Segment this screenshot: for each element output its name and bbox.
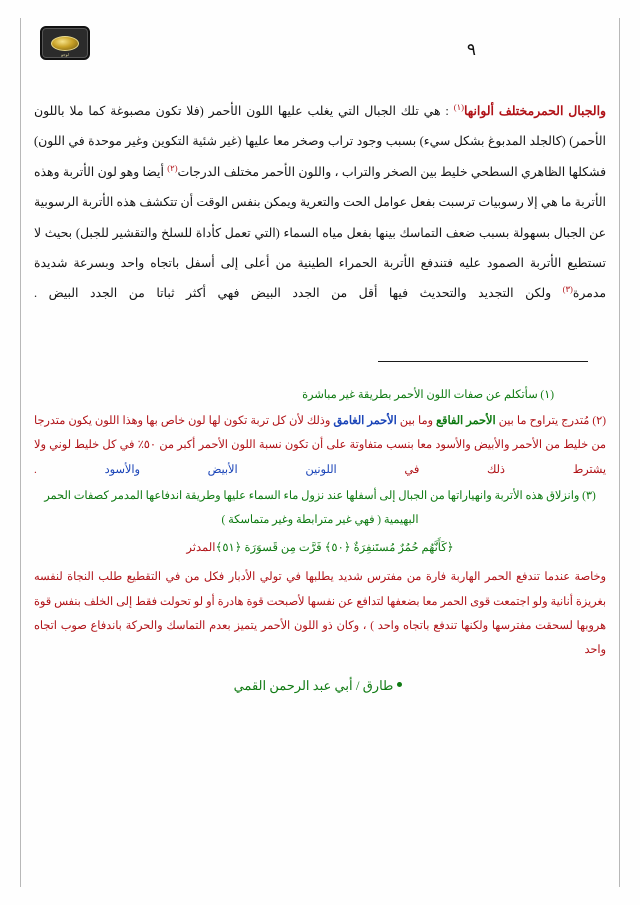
footnote-3: (٣) وانزلاق هذه الأتربة وانهياراتها من الجبال إلى أسفلها عند نزول ماء السماء عليها وطريقة اندفاعها المدمر كصفات الحمر البهيمية ( فهي غير مترابطة وغير متماسكة ) — [44, 489, 596, 527]
main-paragraph — [34, 96, 606, 309]
footnote-2-highlight-bright-red: الأحمر الفاقع — [436, 415, 496, 428]
footnote-ref-3[interactable]: (٣) — [562, 284, 573, 295]
footnote-2-part-a: (٢) مُتدرج يتراوح ما بين — [495, 415, 606, 428]
footnote-2-highlight-white-black: اللونين الأبيض والأسود — [104, 463, 337, 476]
page-content — [34, 26, 606, 885]
signature-dot-icon — [397, 682, 402, 687]
footnote-2-part-d: . — [34, 463, 105, 476]
body-text-middle: أيضا وهو لون الأتربة وهذه الأتربة ما هي إلا رسوبيات ترسبت بفعل عوامل الحت والتعرية ويمكن بنفس الوقت أن تتكشف هذه الأتربة الرسوبية عن الجبال بسهولة بسبب ضعف التماسك بينها بفعل مياه السماء (التي تعمل كأداة للسلخ والتقشير للجبل) بحيث لا تستطيع الأتربة الصمود عليه فتندفع الأتربة الحمراء الطينية من أعلى إلى أسفل باتجاه واحد وبسرعة شديدة مدمرة — [34, 164, 606, 301]
footnote-2-highlight-dark-red: الأحمر الغامق — [333, 415, 397, 428]
footnote-2-part-c: وذلك لأن كل تربة تكون لها لون خاص بها وهذا اللون يكون متدرجا من خليط من الأحمر والأبيض والأسود معا بنسب متفاوتة على أن تكون نسبة اللون الأحمر أكبر من ٥٠٪ في كل خليط لوني ولا يشترط ذلك في — [34, 415, 606, 476]
footnote-ref-1[interactable]: (١) — [453, 101, 464, 112]
footnotes-section — [34, 383, 606, 663]
footnote-1: (١) سأتكلم عن صفات اللون الأحمر بطريقة غير مباشرة — [302, 388, 554, 401]
frame-line-left — [20, 18, 21, 887]
emblem-logo-icon — [40, 26, 90, 60]
author-signature — [34, 678, 606, 694]
quran-verse-text: ﴿كَأَنَّهُم حُمُرٌ مُستَنفِرَةٌ ﴿٥٠﴾ فَرَّت مِن قَسوَرَة ﴿٥١﴾ — [215, 541, 454, 555]
lead-red-phrase: والجبال الحمر — [534, 104, 606, 118]
footnote-separator-wrap — [34, 361, 606, 377]
footnote-ref-2[interactable]: (٢) — [167, 162, 178, 173]
page-header — [34, 26, 606, 78]
emblem-caption: لوجو — [61, 52, 69, 57]
body-text-end: ولكن التجديد والتحديث فيها أقل من الجدد البيض فهي أكثر ثباتا من الجدد البيض . — [34, 286, 563, 301]
signature-text: طارق / أبي عبد الرحمن القمي — [233, 678, 394, 694]
frame-line-right — [619, 18, 620, 887]
quran-surah-name: المدثر — [186, 541, 216, 555]
body-text-after-lead: : هي تلك الجبال التي يغلب عليها اللون الأحمر (فلا تكون مصبوغة كما ملا باللون الأحمر) (كالجلد المدبوغ بشكل سيء) بسبب وجود تراب وصخر معا عليها (غير شئية التكوين وغير موحدة في اللون) فشكلها الظاهري السطحي خليط بين الصخر والتراب ، واللون الأحمر مختلف الدرجات — [34, 104, 606, 179]
footnote-2 — [34, 409, 606, 482]
lead-green-phrase: مختلف ألوانها — [464, 104, 535, 118]
footnote-2-part-b: وما بين — [396, 415, 437, 428]
emblem-ring-icon — [51, 36, 79, 51]
quran-verse — [34, 536, 606, 561]
footnote-separator — [378, 361, 588, 362]
page-number: ٩ — [466, 40, 476, 60]
closing-note: وخاصة عندما تندفع الحمر الهاربة فارة من مفترس شديد يطلبها في تولي الأدبار فكل من في التقطيع طلب النجاة لنفسه بغريزة أنانية ولو اجتمعت قوى الحمر معا بضعفها لتدافع عن نفسها لأصبحت قوة هادرة أو لو تحولت فقط إلى الخلف بنفس قوة هروبها لسحقت مفترسها ولكنها تندفع باتجاه واحد ) ، وكان ذو اللون الأحمر يتميز بعدم التماسك والحركة باندفاع صوب اتجاه واحد — [34, 571, 606, 657]
